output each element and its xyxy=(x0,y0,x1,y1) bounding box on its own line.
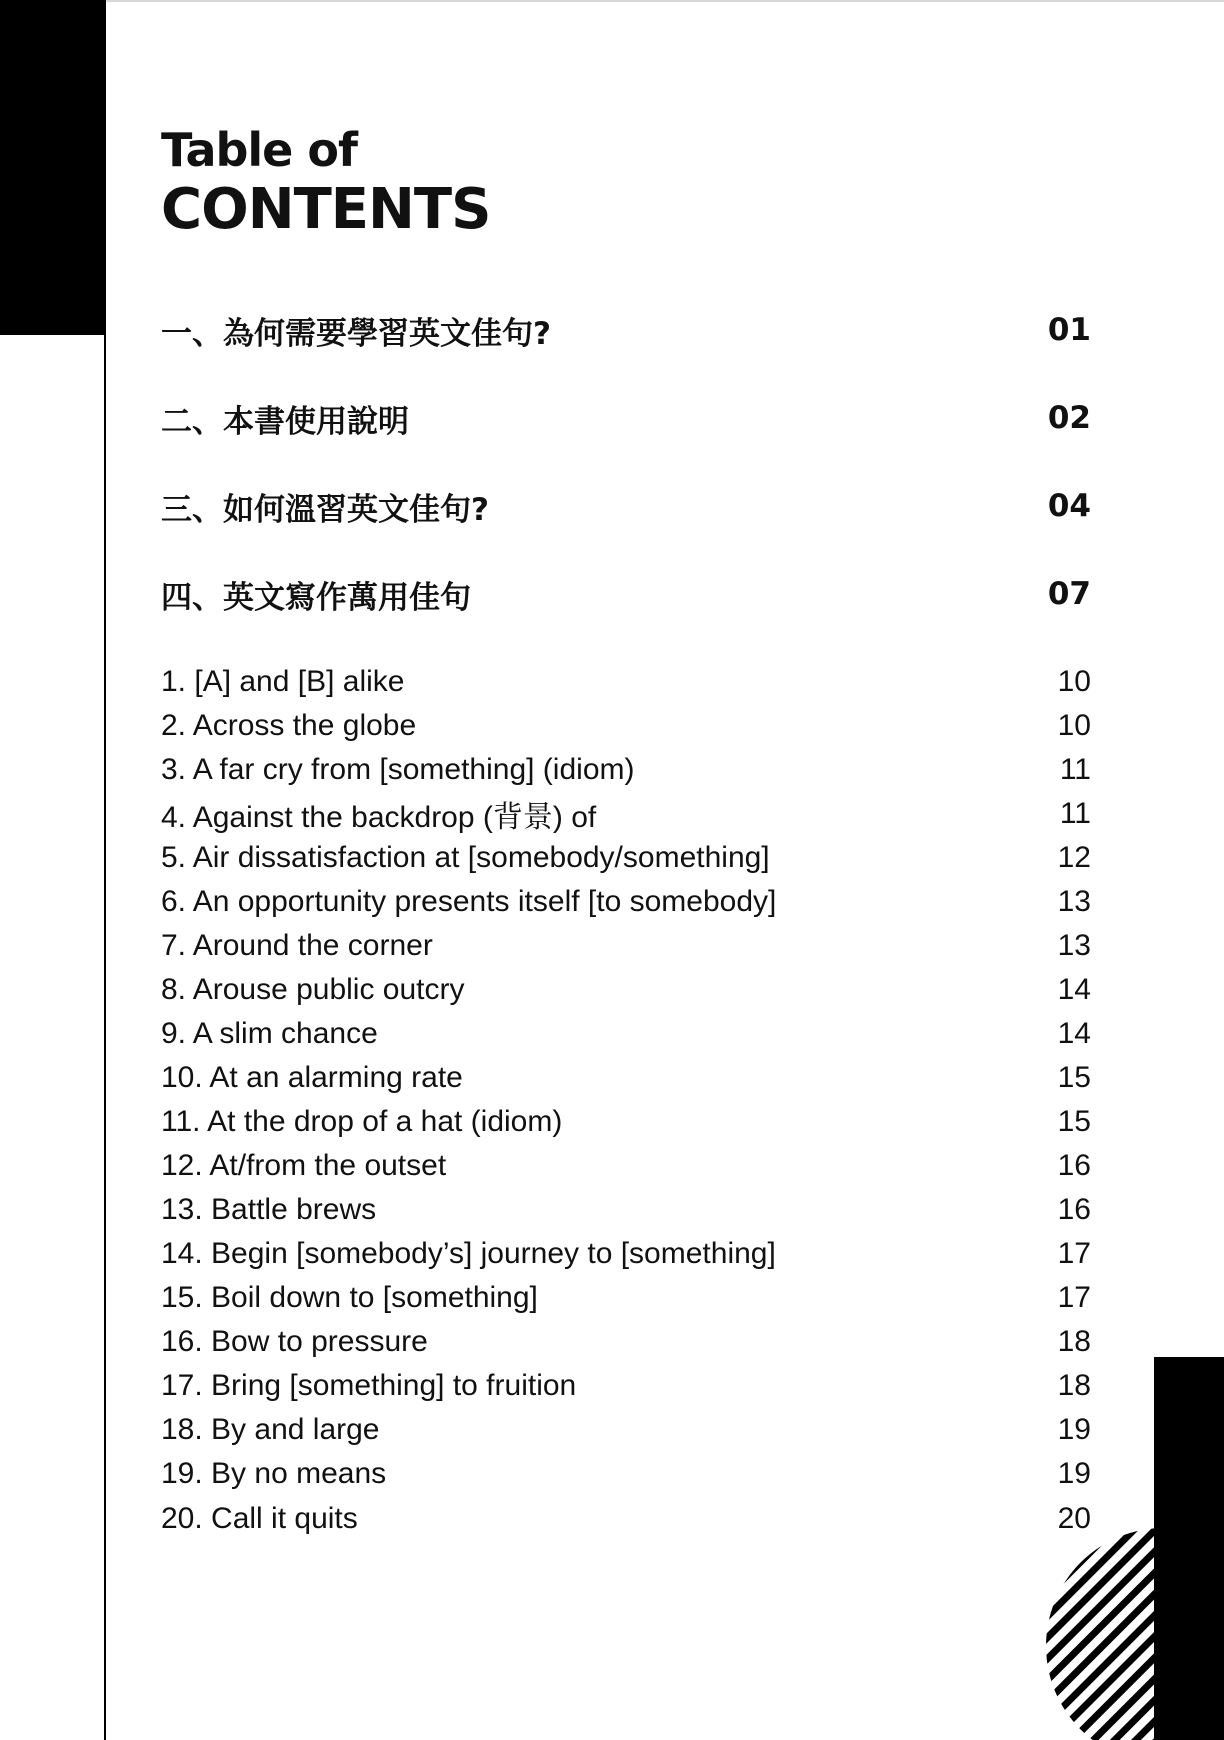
toc-section-label: 一、為何需要學習英文佳句? xyxy=(161,315,551,352)
toc-entry-page: 17 xyxy=(1057,1237,1091,1270)
toc-entry-page: 20 xyxy=(1057,1502,1091,1535)
toc-entry-page: 10 xyxy=(1057,665,1091,698)
toc-entry-page: 13 xyxy=(1057,929,1091,962)
toc-entry-14[interactable] xyxy=(161,1234,1091,1274)
toc-entry-label: 16. Bow to pressure xyxy=(161,1325,428,1358)
toc-entry-5[interactable] xyxy=(161,838,1091,878)
toc-entry-label: 2. Across the globe xyxy=(161,709,417,742)
toc-entry-16[interactable] xyxy=(161,1322,1091,1362)
toc-entry-18[interactable] xyxy=(161,1410,1091,1450)
toc-entry-label: 6. An opportunity presents itself [to somebody] xyxy=(161,885,777,918)
toc-entry-20[interactable] xyxy=(161,1499,1091,1539)
toc-entry-label: 8. Arouse public outcry xyxy=(161,973,465,1006)
striped-half-circle-decoration xyxy=(1046,1528,1154,1740)
toc-section-1[interactable] xyxy=(161,305,1091,355)
toc-entry-page: 19 xyxy=(1057,1413,1091,1446)
toc-section-label: 三、如何溫習英文佳句? xyxy=(161,491,489,528)
left-vertical-rule xyxy=(104,0,106,1740)
toc-entry-page: 14 xyxy=(1057,973,1091,1006)
toc-entry-page: 10 xyxy=(1057,709,1091,742)
toc-entry-1[interactable] xyxy=(161,662,1091,702)
toc-entry-label: 11. At the drop of a hat (idiom) xyxy=(161,1105,563,1138)
toc-section-3[interactable] xyxy=(161,481,1091,531)
toc-entry-label: 15. Boil down to [something] xyxy=(161,1281,538,1314)
toc-entry-label: 14. Begin [somebody’s] journey to [something] xyxy=(161,1237,776,1270)
toc-entry-13[interactable] xyxy=(161,1190,1091,1230)
toc-entry-10[interactable] xyxy=(161,1058,1091,1098)
toc-entry-page: 11 xyxy=(1059,753,1091,786)
left-black-block xyxy=(0,0,105,335)
toc-entry-17[interactable] xyxy=(161,1366,1091,1406)
toc-section-label: 二、本書使用說明 xyxy=(161,403,409,440)
toc-entry-label: 9. A slim chance xyxy=(161,1017,378,1050)
toc-section-page: 01 xyxy=(1047,312,1091,348)
right-black-block xyxy=(1154,1357,1224,1740)
toc-entry-label: 12. At/from the outset xyxy=(161,1149,447,1182)
toc-entry-page: 11 xyxy=(1059,797,1091,830)
toc-entry-8[interactable] xyxy=(161,970,1091,1010)
toc-entry-11[interactable] xyxy=(161,1102,1091,1142)
toc-entry-page: 19 xyxy=(1057,1457,1091,1490)
toc-entry-label: 10. At an alarming rate xyxy=(161,1061,463,1094)
toc-entry-label: 19. By no means xyxy=(161,1457,387,1490)
toc-section-page: 07 xyxy=(1047,576,1091,612)
toc-section-4[interactable] xyxy=(161,569,1091,619)
toc-entry-page: 17 xyxy=(1057,1281,1091,1314)
toc-entry-page: 16 xyxy=(1057,1193,1091,1226)
toc-entry-page: 18 xyxy=(1057,1369,1091,1402)
toc-entry-6[interactable] xyxy=(161,882,1091,922)
toc-entry-4[interactable] xyxy=(161,794,1091,834)
toc-entry-3[interactable] xyxy=(161,750,1091,790)
toc-entry-page: 16 xyxy=(1057,1149,1091,1182)
toc-entry-page: 13 xyxy=(1057,885,1091,918)
toc-entry-page: 15 xyxy=(1057,1061,1091,1094)
title-line-1: Table of xyxy=(161,123,358,177)
toc-entry-7[interactable] xyxy=(161,926,1091,966)
toc-entry-19[interactable] xyxy=(161,1454,1091,1494)
toc-entry-page: 18 xyxy=(1057,1325,1091,1358)
toc-section-page: 04 xyxy=(1047,488,1091,524)
top-divider xyxy=(104,0,1224,2)
toc-entry-label: 18. By and large xyxy=(161,1413,380,1446)
title-line-2: CONTENTS xyxy=(161,177,491,242)
toc-section-label: 四、英文寫作萬用佳句 xyxy=(161,579,471,616)
toc-entry-label: 3. A far cry from [something] (idiom) xyxy=(161,753,635,786)
toc-entry-label: 20. Call it quits xyxy=(161,1502,358,1535)
toc-entry-page: 15 xyxy=(1057,1105,1091,1138)
toc-entry-12[interactable] xyxy=(161,1146,1091,1186)
toc-section-2[interactable] xyxy=(161,393,1091,443)
toc-entry-page: 12 xyxy=(1057,841,1091,874)
toc-entry-page: 14 xyxy=(1057,1017,1091,1050)
toc-entry-label: 13. Battle brews xyxy=(161,1193,377,1226)
toc-entry-2[interactable] xyxy=(161,706,1091,746)
toc-entry-label: 5. Air dissatisfaction at [somebody/something] xyxy=(161,841,770,874)
toc-entry-label: 1. [A] and [B] alike xyxy=(161,665,405,698)
toc-entry-label: 4. Against the backdrop (背景) of xyxy=(161,801,597,834)
toc-entry-label: 7. Around the corner xyxy=(161,929,433,962)
toc-entry-15[interactable] xyxy=(161,1278,1091,1318)
toc-entry-9[interactable] xyxy=(161,1014,1091,1054)
toc-section-page: 02 xyxy=(1047,400,1091,436)
toc-entry-label: 17. Bring [something] to fruition xyxy=(161,1369,577,1402)
